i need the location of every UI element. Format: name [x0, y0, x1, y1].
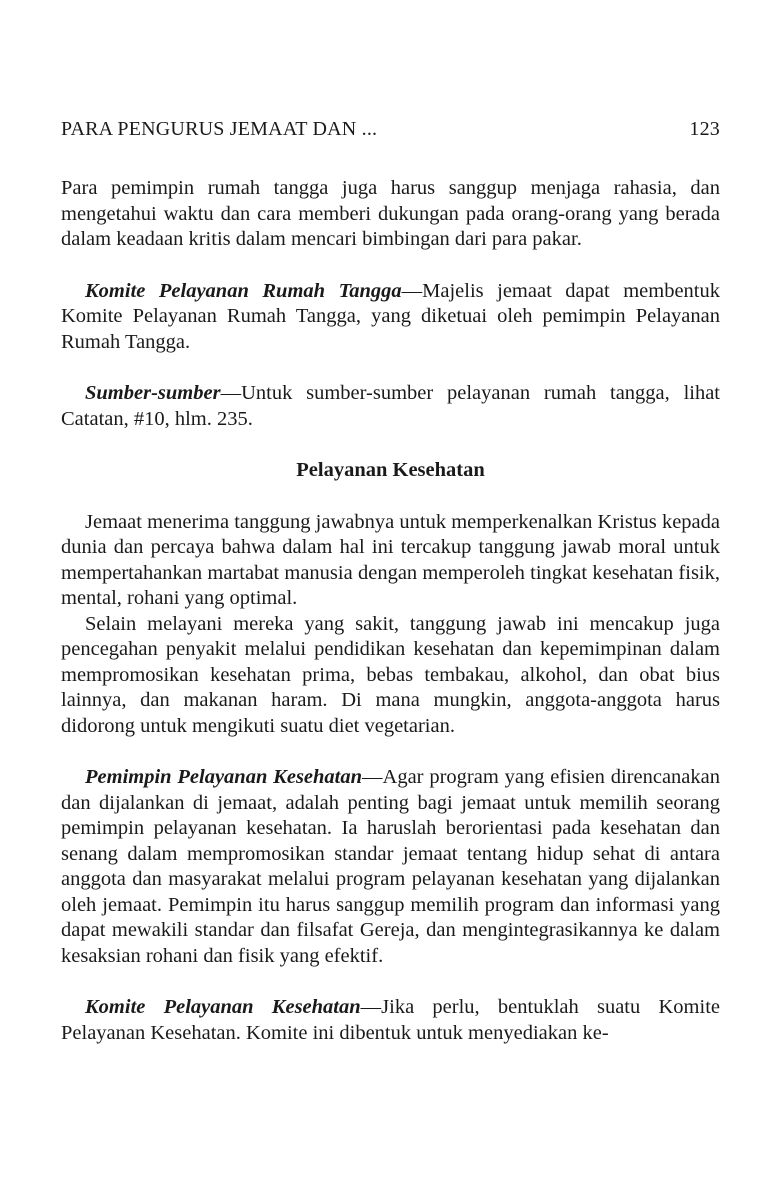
paragraph-household-leaders: Para pemimpin rumah tangga juga harus sanggup menjaga rahasia, dan mengetahui waktu dan cara memberi dukungan pada orang-orang yang berada dalam keadaan kritis dalam mencari bimbingan dari para pakar.: [61, 177, 720, 250]
book-page: [61, 0, 720, 1200]
paragraph-resources-text: —Untuk sumber-sumber pelayanan rumah tangga, lihat Catatan, #10, hlm. 235.: [61, 382, 720, 430]
paragraph-household-committee-text: —Majelis jemaat dapat membentuk Komite Pelayanan Rumah Tangga, yang diketuai oleh pemimpin Pelayanan Rumah Tangga.: [61, 279, 720, 353]
paragraph-health-committee-text: —Jika perlu, bentuklah suatu Komite Pelayanan Kesehatan. Komite ini dibentuk untuk menyediakan ke-: [61, 996, 720, 1044]
paragraph-health-leader-text: —Agar program yang efisien direncanakan dan dijalankan di jemaat, adalah penting bagi jemaat untuk memilih seorang pemimpin pelayanan kesehatan. Ia haruslah berorientasi pada kesehatan dan senang dalam mempromosikan standar jemaat tentang hidup sehat di antara anggota dan masyarakat melalui program pelayanan kesehatan yang dijalankan oleh jemaat. Pemimpin itu harus sanggup memilih program dan informasi yang dapat mewakili standar dan filsafat Gereja, dan mengintegrasikannya ke dalam kesaksian rohani dan fisik yang efektif.: [61, 766, 720, 967]
running-title: PARA PENGURUS JEMAAT DAN ...: [61, 118, 378, 140]
page-body: [61, 176, 720, 1046]
running-header: [61, 115, 720, 143]
paragraph-prevention: Selain melayani mereka yang sakit, tanggung jawab ini mencakup juga pencegahan penyakit melalui pendidikan kesehatan dan kepemimpinan dalam mempromosikan kesehatan prima, bebas tembakau, alkohol, dan obat bius lainnya, dan makanan haram. Di mana mungkin, anggota-anggota harus didorong untuk mengikuti suatu diet vegetarian.: [61, 612, 720, 737]
run-in-heading-resources: Sumber-sumber: [85, 382, 221, 404]
run-in-heading-household-committee: Komite Pelayanan Rumah Tangga: [85, 279, 402, 302]
paragraph-resources: [61, 381, 720, 432]
paragraph-church-responsibility: Jemaat menerima tanggung jawabnya untuk memperkenalkan Kristus kepada dunia dan percaya bahwa dalam hal ini tercakup tanggung jawab moral untuk mempertahankan martabat manusia dengan memperoleh tingkat kesehatan fisik, mental, rohani yang optimal.: [61, 510, 720, 609]
paragraph-health-leader: [61, 765, 720, 969]
paragraph-household-committee: [61, 279, 720, 356]
page-number: 123: [689, 118, 720, 140]
run-in-heading-health-committee: Komite Pelayanan Kesehatan: [85, 996, 361, 1018]
run-in-heading-health-leader: Pemimpin Pelayanan Kesehatan: [85, 766, 363, 788]
paragraph-health-committee: [61, 995, 720, 1046]
section-heading-health-ministry: Pelayanan Kesehatan: [296, 459, 485, 481]
